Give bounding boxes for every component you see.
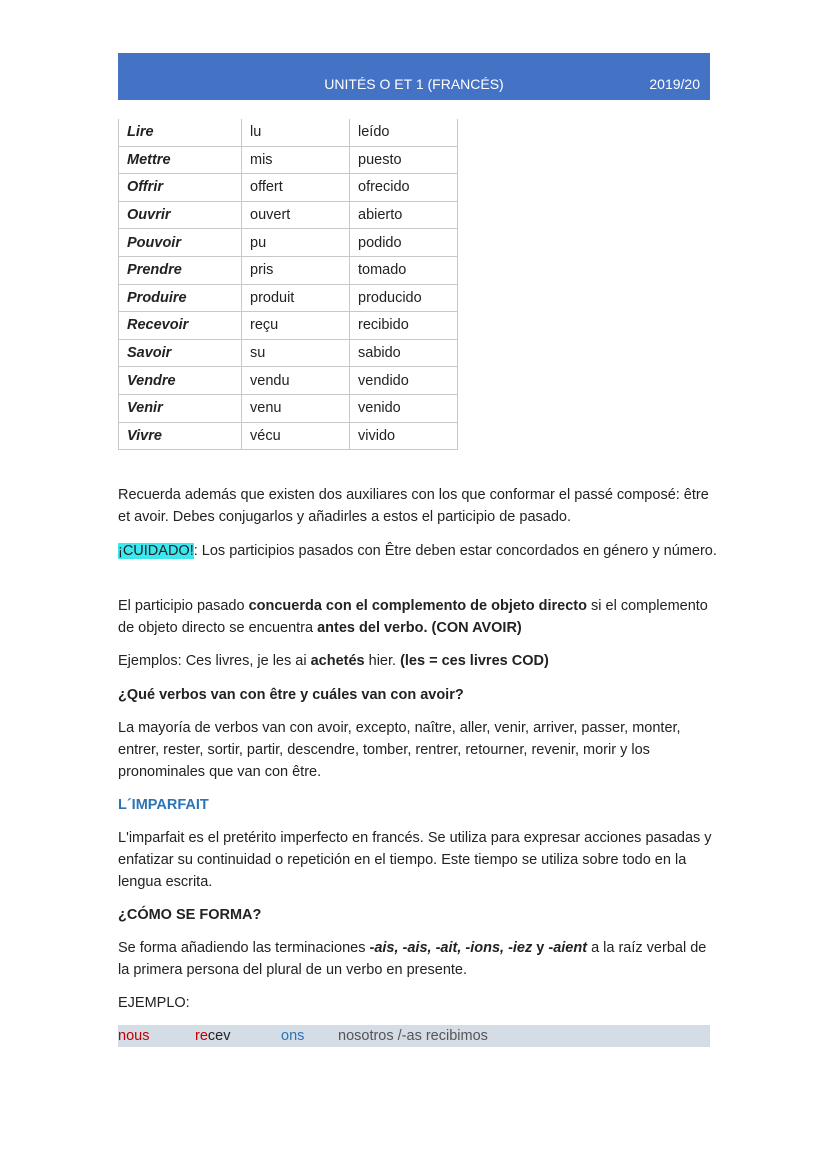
verb-translation: podido [350,229,458,257]
question-como-se-forma: ¿CÓMO SE FORMA? [118,907,262,923]
table-row [119,174,458,202]
verb-translation: vivido [350,422,458,450]
examples-text-a: Ejemplos: Ces livres, je les ai [118,653,311,669]
agreement-bold-d: antes del verbo. (CON AVOIR) [317,620,522,636]
paragraph-verb-list: La mayoría de verbos van con avoir, excepto, naître, aller, venir, arriver, passer, monter, entrer, rester, sortir, partir, descendre, tomber, rentrer, retourner, revenir, morir y los pronominales que van con être. [118,720,681,780]
verb-participle: produit [242,284,350,312]
agreement-text-c: si el complemento de objeto directo se encuentra [118,598,708,636]
agreement-text-a: El participio pasado [118,598,249,614]
verb-participle: pris [242,256,350,284]
table-row [119,229,458,257]
example-root-red: re [195,1028,208,1044]
example-ending: ons [281,1028,305,1044]
verb-participle: ouvert [242,201,350,229]
table-row [119,146,458,174]
table-row [119,284,458,312]
example-root [195,1025,230,1047]
paragraph-formation [118,937,718,981]
formation-text-a: Se forma añadiendo las terminaciones [118,940,370,956]
table-row [119,394,458,422]
verb-participle: reçu [242,312,350,340]
example-label: EJEMPLO: [118,995,190,1011]
cuidado-text: : Los participios pasados con Être deben estar concordados en género y número. [193,543,717,559]
verb-infinitive: Recevoir [119,312,242,340]
agreement-bold-b: concuerda con el complemento de objeto directo [248,598,587,614]
table-row [119,312,458,340]
table-row [119,256,458,284]
verb-infinitive: Lire [119,119,242,146]
example-root-rest: cev [207,1028,231,1044]
verb-infinitive: Offrir [119,174,242,202]
verb-translation: tomado [350,256,458,284]
verb-translation: abierto [350,201,458,229]
examples-bold-b: achetés [310,653,365,669]
verb-translation: leído [350,119,458,146]
formation-aient: -aient [548,940,588,956]
paragraph-imparfait: L'imparfait es el pretérito imperfecto en francés. Se utiliza para expresar acciones pasadas y enfatizar su continuidad o repetición en el tiempo. Este tiempo se utiliza sobre todo en la lengua escrita. [118,830,712,890]
table-row [119,339,458,367]
example-row [118,1025,710,1047]
verb-infinitive: Prendre [119,256,242,284]
verb-participle: mis [242,146,350,174]
paragraph-cuidado [118,540,718,562]
examples-bold-d: (les = ces livres COD) [400,653,549,669]
table-row [119,422,458,450]
verb-infinitive: Ouvrir [119,201,242,229]
verb-translation: sabido [350,339,458,367]
page-header [118,53,710,100]
table-row [119,201,458,229]
paragraph-agreement [118,595,718,639]
table-row [119,119,458,146]
verb-translation: ofrecido [350,174,458,202]
cuidado-highlight: ¡CUIDADO! [118,543,194,559]
verb-translation: recibido [350,312,458,340]
verb-participle: vendu [242,367,350,395]
verb-participle: vécu [242,422,350,450]
verb-participle: su [242,339,350,367]
verb-participle-table [118,119,458,450]
question-etre-avoir: ¿Qué verbos van con être y cuáles van con avoir? [118,687,464,703]
verb-participle: lu [242,119,350,146]
verb-participle: venu [242,394,350,422]
verb-infinitive: Venir [119,394,242,422]
verb-infinitive: Savoir [119,339,242,367]
table-row [119,367,458,395]
example-translation: nosotros /-as recibimos [338,1028,488,1044]
verb-translation: venido [350,394,458,422]
verb-infinitive: Produire [119,284,242,312]
verb-translation: vendido [350,367,458,395]
section-title-imparfait: L´IMPARFAIT [118,797,209,813]
formation-endings: -ais, -ais, -ait, -ions, -iez [369,940,533,956]
header-year: 2019/20 [649,76,700,92]
verb-participle: pu [242,229,350,257]
verb-infinitive: Vendre [119,367,242,395]
paragraph-examples [118,650,718,672]
verb-infinitive: Pouvoir [119,229,242,257]
verb-infinitive: Mettre [119,146,242,174]
example-pronoun: nous [118,1028,150,1044]
formation-y: y [532,940,549,956]
header-title: UNITÉS O ET 1 (FRANCÉS) [324,76,504,92]
verb-translation: producido [350,284,458,312]
verb-infinitive: Vivre [119,422,242,450]
verb-translation: puesto [350,146,458,174]
formation-text-e: a la raíz verbal de la primera persona del plural de un verbo en presente. [118,940,707,978]
examples-text-c: hier. [364,653,401,669]
verb-participle: offert [242,174,350,202]
paragraph-auxiliaries: Recuerda además que existen dos auxiliares con los que conformar el passé composé: être et avoir. Debes conjugarlos y añadirles a estos el participio de pasado. [118,487,709,525]
